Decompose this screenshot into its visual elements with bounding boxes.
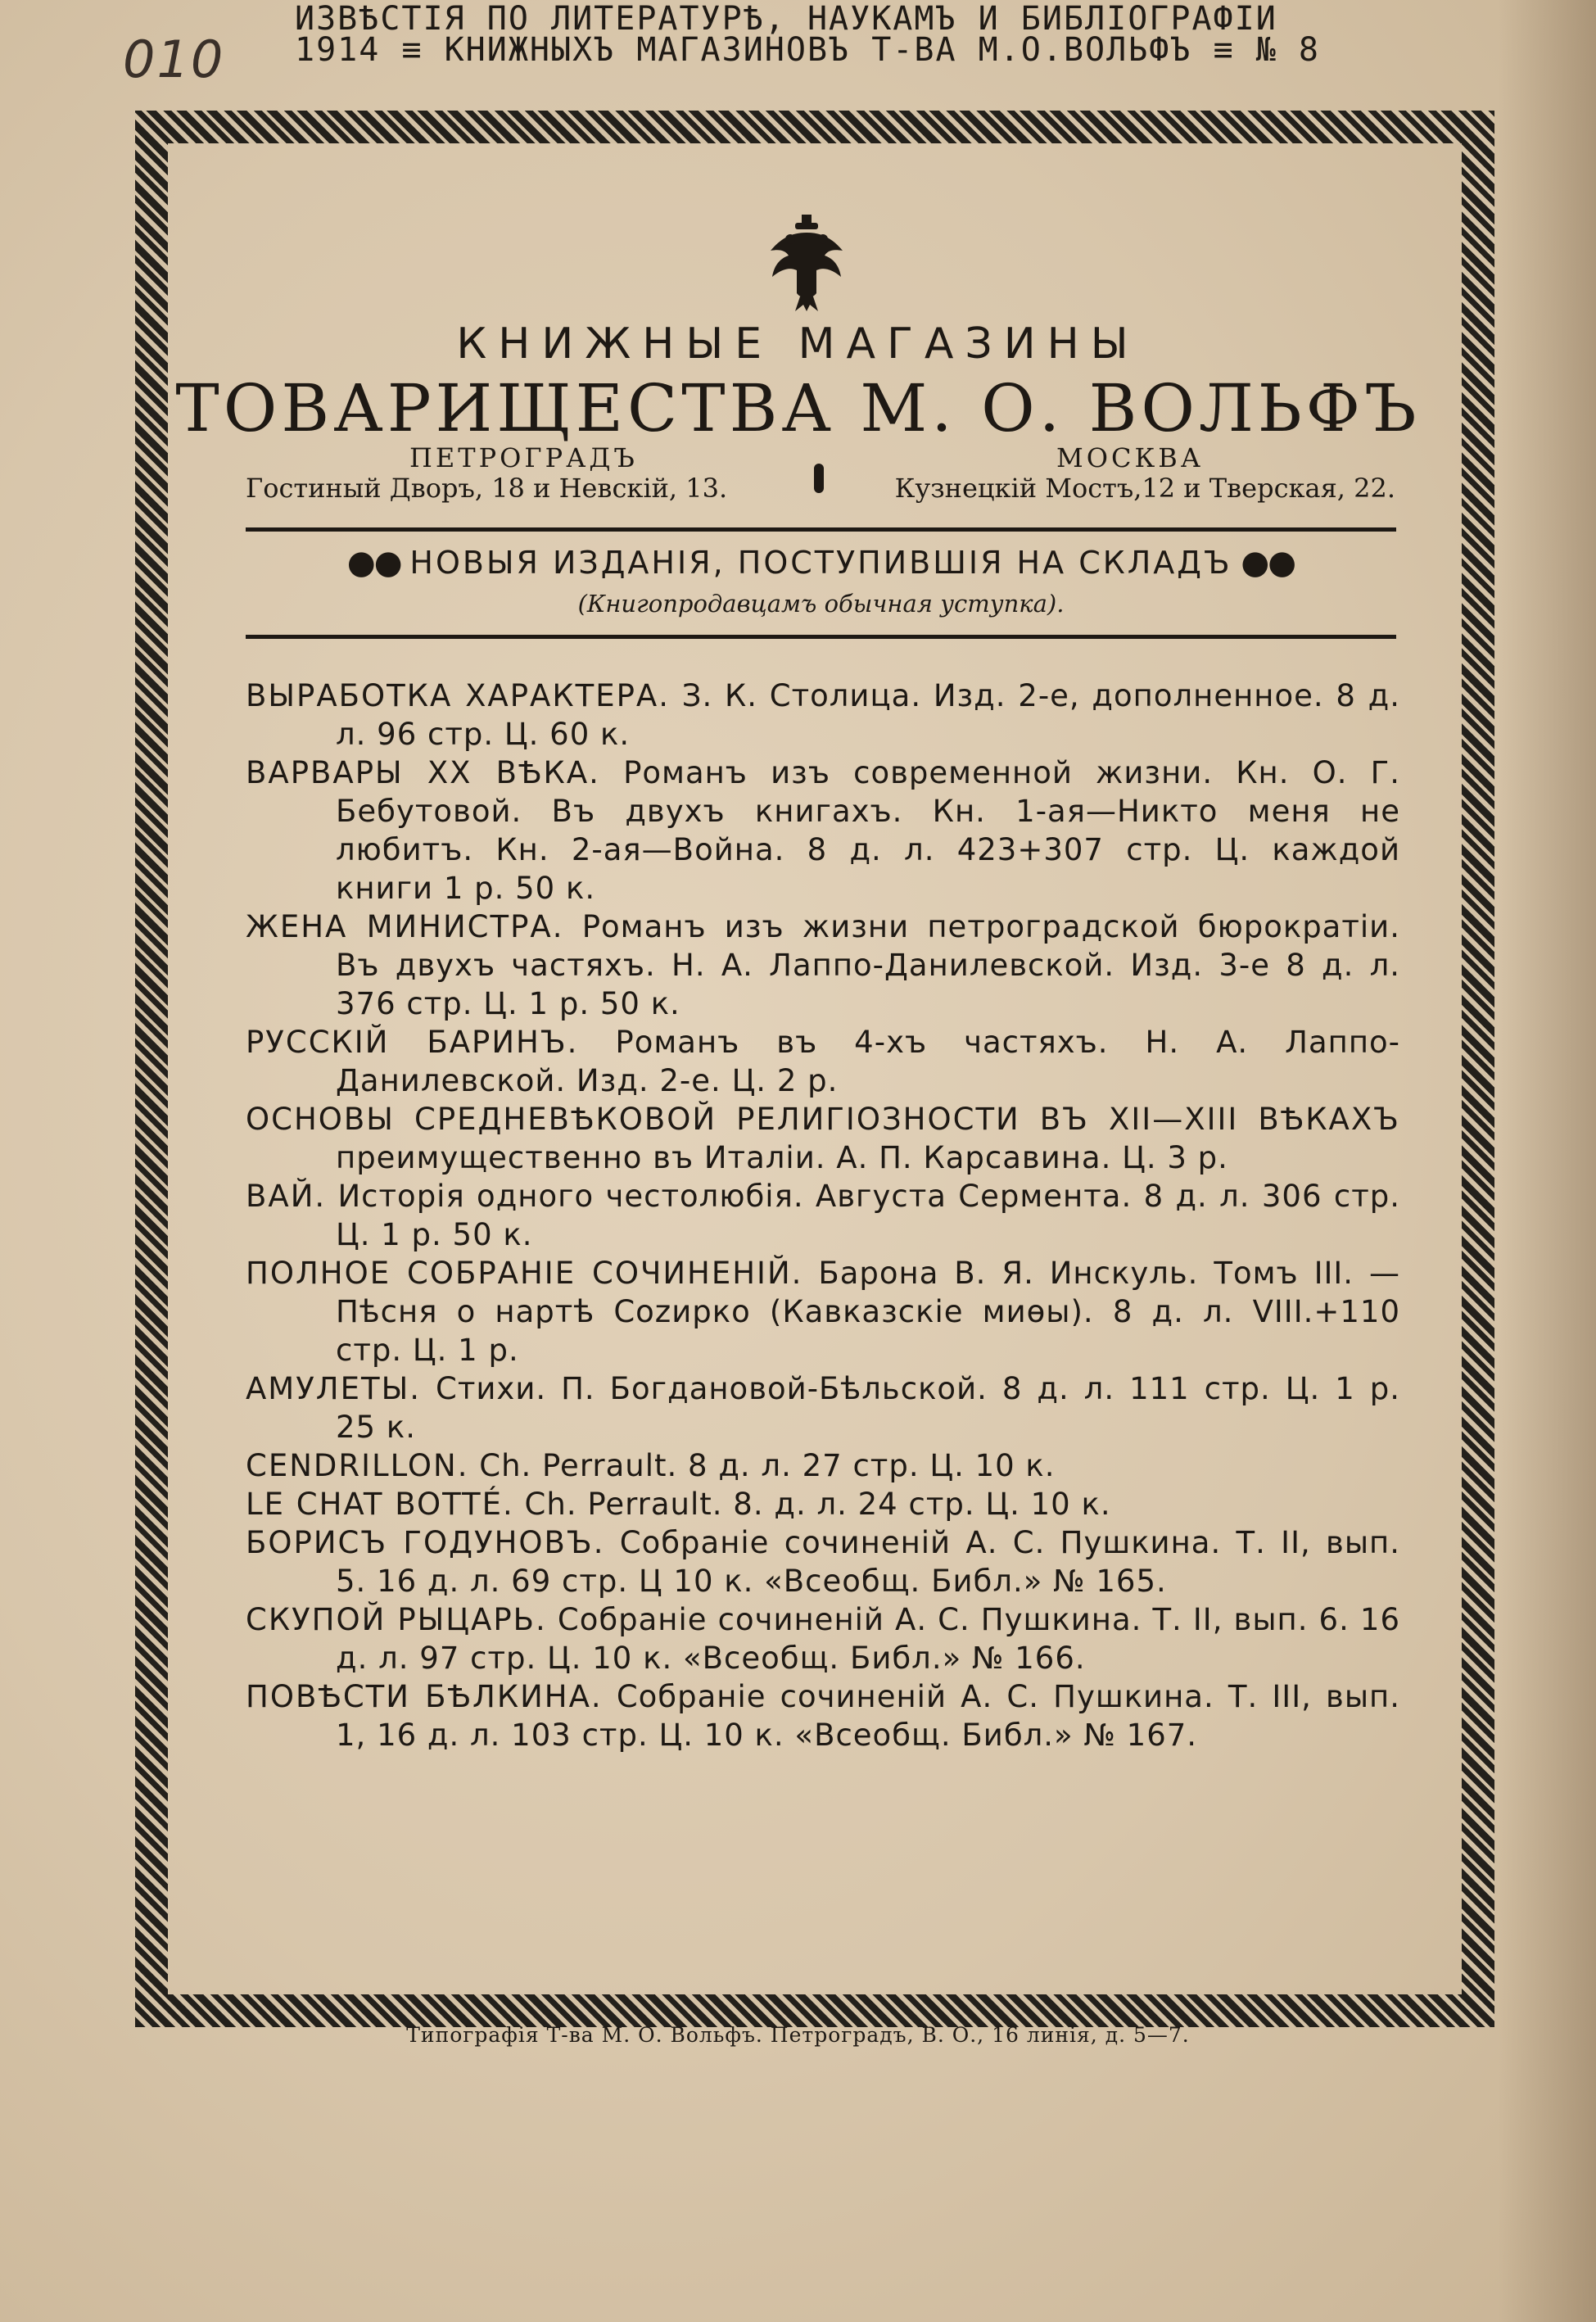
dealer-discount-note: (Книгопродавцамъ обычная уступка).: [577, 590, 1065, 618]
list-item: [246, 1600, 1400, 1677]
banner-text: НОВЫЯ ИЗДАНІЯ, ПОСТУПИВШІЯ НА СКЛАДЪ: [409, 545, 1232, 581]
address-moscow: Кузнецкій Мостъ,12 и Тверская, 22.: [894, 473, 1395, 504]
entry-title: CENDRILLON.: [246, 1448, 469, 1483]
bottom-rule: [246, 635, 1396, 639]
entry-text: Романъ изъ жизни петроградской бюрократіи. Въ двухъ частяхъ. Н. А. Лаппо-Данилевской. Изд. 3-е 8 д. л. 376 стр. Ц. 1 р. 50 к.: [336, 909, 1400, 1021]
entry-title: ВЫРАБОТКА ХАРАКТЕРА.: [246, 678, 670, 713]
entry-title: ПОЛНОЕ СОБРАНІЕ СОЧИНЕНІЙ.: [246, 1256, 803, 1291]
list-item: [246, 1100, 1400, 1177]
company-name: ТОВАРИЩЕСТВА М. О. ВОЛЬФЪ: [175, 370, 1421, 446]
entry-text: Ch. Perrault. 8 д. л. 27 стр. Ц. 10 к.: [479, 1448, 1056, 1483]
list-item: [246, 1023, 1400, 1100]
header-line-1: ИЗВѢСТІЯ ПО ЛИТЕРАТУРѢ, НАУКАМЪ И БИБЛІОГРАФІИ: [295, 0, 1277, 38]
entry-text: Собраніе сочиненій А. С. Пушкина. Т. III, вып. 1, 16 д. л. 103 стр. Ц. 10 к. «Всеобщ. Библ.» № 167.: [336, 1679, 1400, 1753]
entry-title: РУССКІЙ БАРИНЪ.: [246, 1025, 579, 1060]
list-item: [246, 754, 1400, 908]
list-item: [246, 1177, 1400, 1254]
entry-title: ЖЕНА МИНИСТРА.: [246, 909, 564, 944]
entry-text: Исторія одного честолюбія. Августа Сермента. 8 д. л. 306 стр. Ц. 1 р. 50 к.: [336, 1179, 1400, 1252]
list-item: [246, 1369, 1400, 1446]
store-heading: КНИЖНЫЕ МАГАЗИНЫ: [456, 319, 1140, 369]
entry-text: З. К. Столица. Изд. 2-е, дополненное. 8 д. л. 96 стр. Ц. 60 к.: [336, 678, 1400, 752]
entry-title: ВАЙ.: [246, 1179, 327, 1214]
handwritten-number: 010: [123, 29, 225, 89]
double-headed-eagle-icon: [766, 215, 848, 313]
entry-title: ВАРВАРЫ XX ВѢКА.: [246, 755, 600, 790]
entry-text: Романъ изъ современной жизни. Кн. О. Г. Бебутовой. Въ двухъ книгахъ. Кн. 1-ая—Никто меня не любитъ. Кн. 2-ая—Война. 8 д. л. 423+307 стр. Ц. каждой книги 1 р. 50 к.: [336, 755, 1401, 906]
location-separator: [814, 464, 824, 493]
entry-title: LE CHAT BOTTÉ.: [246, 1487, 514, 1522]
entry-title: АМУЛЕТЫ.: [246, 1371, 421, 1406]
city-petrograd: ПЕТРОГРАДЪ: [409, 442, 638, 473]
entry-text: Собраніе сочиненій А. С. Пушкина. Т. II, вып. 5. 16 д. л. 69 стр. Ц 10 к. «Всеобщ. Библ.» № 165.: [336, 1525, 1401, 1599]
entry-text: Собраніе сочиненій А. С. Пушкина. Т. II, вып. 6. 16 д. л. 97 стр. Ц. 10 к. «Всеобщ. Библ.» № 166.: [336, 1602, 1400, 1676]
city-moscow: МОСКВА: [1056, 442, 1204, 473]
banner-dots-left: ●●: [346, 544, 410, 582]
top-rule: [246, 527, 1396, 532]
book-list: [246, 677, 1400, 1754]
list-item: [246, 1677, 1400, 1754]
entry-title: ОСНОВЫ СРЕДНЕВѢКОВОЙ РЕЛИГІОЗНОСТИ ВЪ XII—XIII ВѢКАХЪ: [246, 1102, 1400, 1137]
entry-text: Стихи. П. Богдановой-Бѣльской. 8 д. л. 111 стр. Ц. 1 р. 25 к.: [336, 1371, 1401, 1445]
list-item: [246, 677, 1400, 754]
entry-title: СКУПОЙ РЫЦАРЬ.: [246, 1602, 547, 1637]
printer-imprint: Типографія Т-ва М. О. Вольфъ. Петроградъ, В. О., 16 линія, д. 5—7.: [406, 2023, 1190, 2047]
address-petrograd: Гостиный Дворъ, 18 и Невскій, 13.: [246, 473, 728, 504]
entry-text: Романъ въ 4-хъ частяхъ. Н. А. Лаппо-Данилевской. Изд. 2-е. Ц. 2 р.: [336, 1025, 1400, 1098]
entry-title: ПОВѢСТИ БѢЛКИНА.: [246, 1679, 603, 1714]
entry-text: Ch. Perrault. 8. д. л. 24 стр. Ц. 10 к.: [524, 1487, 1111, 1522]
new-arrivals-banner: [246, 544, 1396, 582]
list-item: [246, 1446, 1400, 1485]
entry-title: БОРИСЪ ГОДУНОВЪ.: [246, 1525, 605, 1560]
banner-dots-right: ●●: [1232, 544, 1295, 582]
entry-text: преимущественно въ Италіи. А. П. Карсавина. Ц. 3 р.: [336, 1140, 1228, 1175]
list-item: [246, 1485, 1400, 1523]
header-line-2: 1914 ≡ КНИЖНЫХЪ МАГАЗИНОВЪ Т-ВА М.О.ВОЛЬФЪ ≡ № 8: [295, 31, 1320, 69]
entry-text: Барона В. Я. Инскуль. Томъ III. — Пѣсня о нартѣ Сozирко (Кавказскіе миѳы). 8 д. л. VIII.+110 стр. Ц. 1 р.: [336, 1256, 1400, 1368]
list-item: [246, 1523, 1400, 1600]
list-item: [246, 908, 1400, 1023]
list-item: [246, 1254, 1400, 1369]
